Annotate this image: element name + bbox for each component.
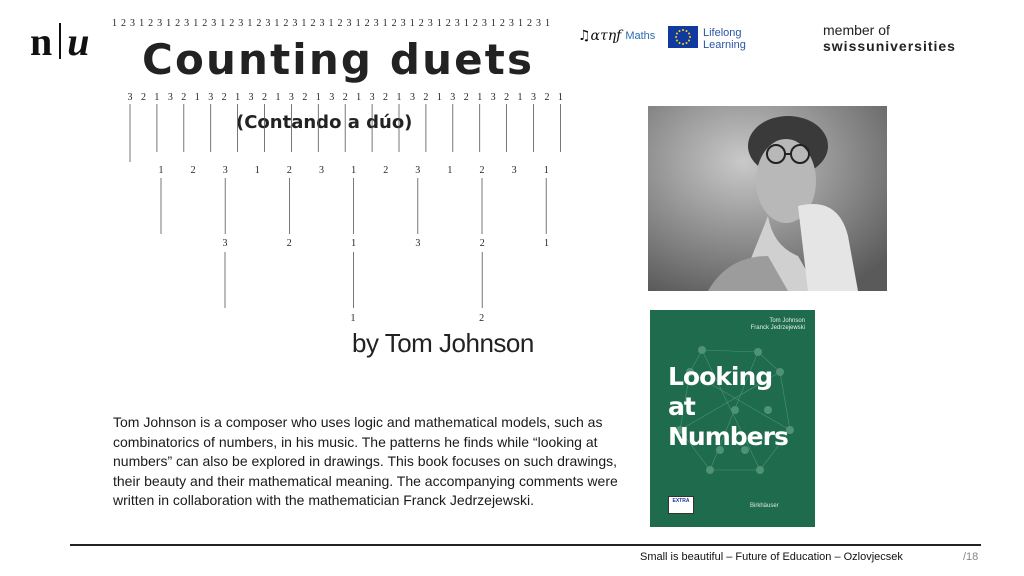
row3-digit: 2	[286, 165, 292, 176]
book-pattern-dot	[698, 346, 706, 354]
digit-row-4	[223, 238, 550, 249]
maths-logo-label: Maths	[625, 30, 656, 42]
digit-row-3	[159, 165, 549, 176]
eu-text-line1: Lifelong	[703, 27, 742, 39]
row5-digit: 2	[479, 313, 485, 324]
row2-digit: 3	[127, 92, 133, 103]
book-description: Tom Johnson is a composer who uses logic and mathematical models, such as combinatorics of numbers, in his music. The patterns he finds while “looking at numbers” can also be explored in drawings. This book focuses on such drawings, their beauty and their mathematical meaning. The accompanying comments were written in collaboration with the mathematician Franck Jedrzejewski.	[113, 414, 618, 508]
eu-star	[682, 43, 684, 45]
maths-logo	[578, 28, 655, 44]
institution-logo	[30, 18, 91, 65]
row2-digit: 3	[329, 92, 335, 103]
eu-star	[675, 36, 677, 38]
footer-text: Small is beautiful – Future of Education – Ozlovjecsek	[640, 551, 903, 563]
row2-digit: 3	[409, 92, 415, 103]
lifelong-learning-logo	[703, 27, 746, 51]
logo-letter-n: n	[30, 19, 54, 64]
row4-digit: 3	[222, 238, 228, 249]
row2-digit: 1	[436, 92, 442, 103]
graphic-subtitle: (Contando a dúo)	[236, 112, 413, 133]
row2-digit: 3	[167, 92, 173, 103]
row2-digit: 2	[504, 92, 510, 103]
eu-star	[686, 30, 688, 32]
extra-badge: EXTRA	[668, 496, 694, 514]
book-title-line2: at Numbers	[668, 392, 788, 451]
row2-digit: 1	[275, 92, 281, 103]
book-authors	[751, 318, 805, 332]
digit-row-2	[128, 92, 563, 103]
footer-divider	[70, 544, 981, 546]
eu-star	[689, 36, 691, 38]
row2-digit: 3	[208, 92, 214, 103]
row4-digit: 1	[544, 238, 549, 249]
row2-digit: 1	[477, 92, 483, 103]
row2-digit: 2	[342, 92, 348, 103]
row2-digit: 1	[557, 92, 563, 103]
row5-digit: 1	[350, 313, 356, 324]
row3-digit: 2	[383, 165, 389, 176]
row2-digit: 3	[248, 92, 254, 103]
row3-digit: 2	[190, 165, 196, 176]
book-pattern-dot	[706, 466, 714, 474]
row3-digit: 3	[511, 165, 517, 176]
row4-digit: 3	[415, 238, 421, 249]
portrait-image	[648, 106, 887, 291]
row2-digit: 3	[531, 92, 536, 103]
book-title-line1: Looking	[668, 362, 773, 391]
book-publisher: Birkhäuser	[750, 503, 779, 509]
book-pattern-dot	[754, 348, 762, 356]
member-of-label: member of	[823, 22, 890, 38]
row3-digit: 2	[479, 165, 485, 176]
row3-digit: 3	[222, 165, 228, 176]
row3-digit: 3	[415, 165, 421, 176]
swissuniversities-logo	[823, 22, 956, 54]
logo-divider	[59, 23, 61, 59]
row2-digit: 1	[315, 92, 321, 103]
row2-digit: 2	[181, 92, 187, 103]
row2-digit: 3	[450, 92, 456, 103]
graphic-byline: by Tom Johnson	[352, 328, 534, 358]
row2-digit: 2	[463, 92, 469, 103]
maths-logo-script: ♫ατηƒ	[578, 28, 622, 44]
logo-letter-u: u	[67, 19, 91, 64]
row2-digit: 2	[262, 92, 267, 103]
eu-text-line2: Learning	[703, 39, 746, 51]
vertical-lines	[130, 104, 560, 308]
row4-digit: 1	[351, 238, 357, 249]
row2-digit: 3	[490, 92, 496, 103]
row3-digit: 1	[254, 165, 260, 176]
digit-row-5	[351, 313, 485, 324]
eu-star	[682, 29, 684, 31]
eu-star	[679, 42, 681, 44]
row4-digit: 2	[286, 238, 292, 249]
book-pattern-dot	[756, 466, 764, 474]
row2-digit: 1	[517, 92, 523, 103]
page-number: /18	[963, 551, 979, 563]
portrait-photo	[648, 106, 887, 291]
graphic-title: Counting duets	[142, 35, 532, 84]
row2-digit: 2	[302, 92, 308, 103]
row2-digit: 3	[369, 92, 375, 103]
row3-digit: 1	[158, 165, 164, 176]
row3-digit: 1	[447, 165, 453, 176]
row2-digit: 3	[288, 92, 294, 103]
eu-star	[688, 33, 690, 35]
book-title	[668, 362, 815, 452]
row3-digit: 3	[319, 165, 324, 176]
row2-digit: 2	[221, 92, 227, 103]
row2-digit: 2	[383, 92, 389, 103]
row2-digit: 1	[235, 92, 241, 103]
swissuniversities-label: swissuniversities	[823, 38, 956, 54]
book-author-1: Tom Johnson	[769, 318, 805, 324]
row3-digit: 1	[351, 165, 357, 176]
row4-digit: 2	[479, 238, 485, 249]
book-author-2: Franck Jedrzejewski	[750, 325, 805, 331]
eu-star	[676, 40, 678, 42]
row3-digit: 1	[543, 165, 549, 176]
eu-star	[688, 40, 690, 42]
row2-digit: 2	[423, 92, 429, 103]
book-cover	[650, 310, 815, 527]
row2-digit: 2	[140, 92, 146, 103]
row2-digit: 1	[356, 92, 362, 103]
eu-star	[679, 30, 681, 32]
row2-digit: 1	[396, 92, 402, 103]
counting-duets-graphic	[108, 12, 568, 382]
row2-digit: 1	[194, 92, 200, 103]
row2-digit: 2	[544, 92, 550, 103]
eu-star	[676, 33, 678, 35]
eu-flag-icon	[668, 26, 698, 48]
eu-star	[686, 42, 688, 44]
top-digit-row: 1 2 3 1 2 3 1 2 3 1 2 3 1 2 3 1 2 3 1 2 3 1 2 3 1 2 3 1 2 3 1 2 3 1 2 3 1 2 3 1 2 3 1 2 3 1 2 3 1	[112, 18, 550, 29]
row2-digit: 1	[154, 92, 160, 103]
